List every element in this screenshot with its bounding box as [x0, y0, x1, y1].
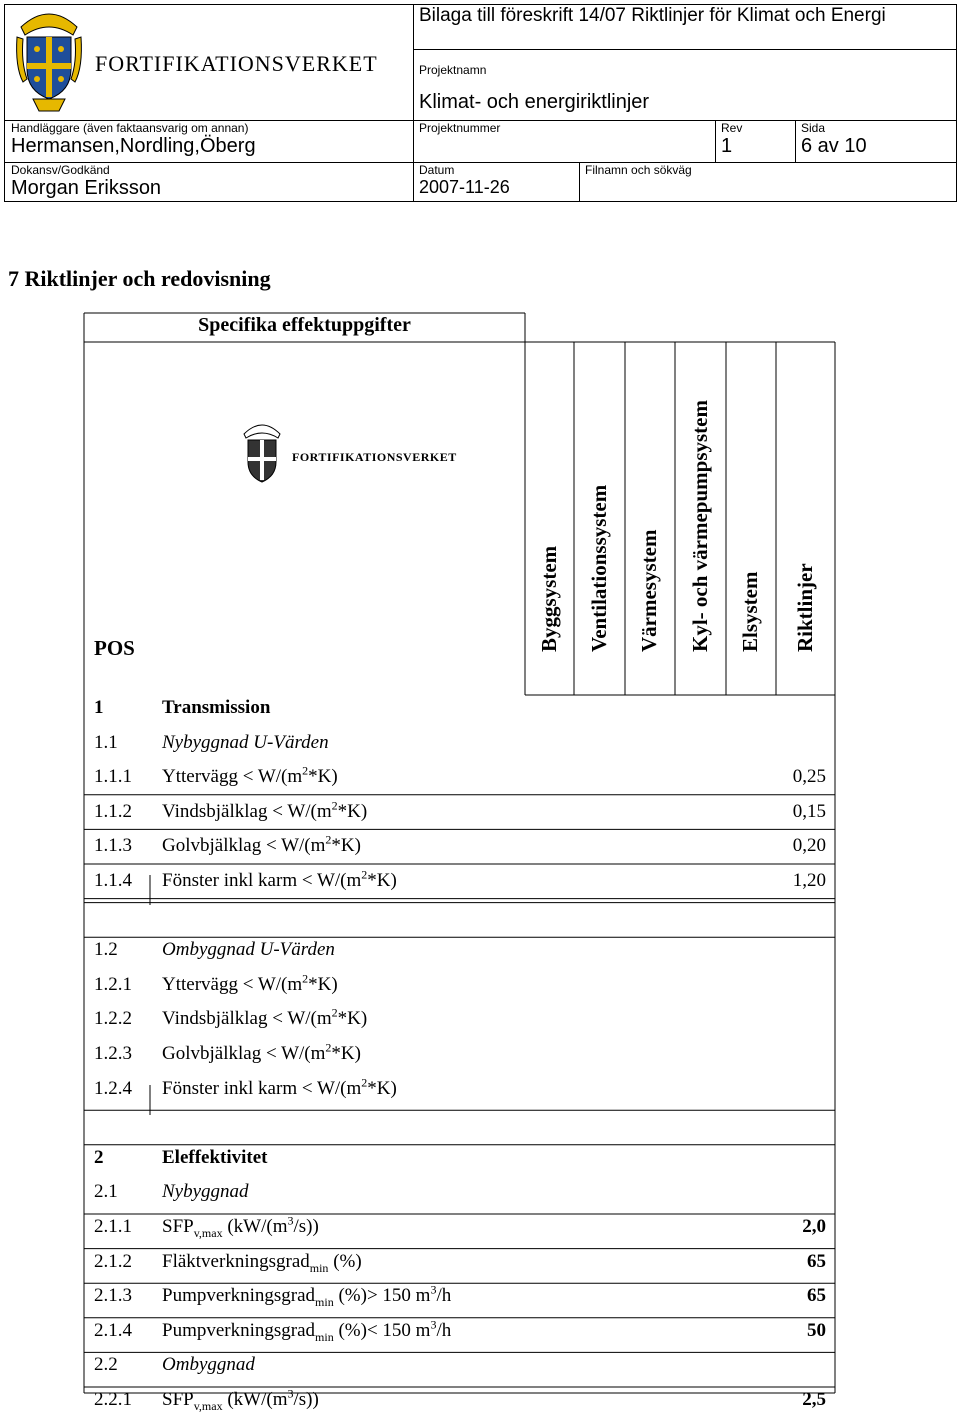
column-header: Byggsystem: [536, 545, 561, 652]
row-value: 0,20: [792, 835, 826, 857]
column-header: Elsystem: [738, 571, 762, 652]
row-pos: 1.1.3: [94, 835, 132, 857]
filnamn-label: Filnamn och sökväg: [585, 163, 692, 177]
row-pos: 1.1: [94, 731, 118, 753]
row-text: Transmission: [162, 697, 271, 718]
section-heading: 7 Riktlinjer och redovisning: [8, 266, 271, 291]
dokansv-label: Dokansv/Godkänd: [11, 163, 110, 177]
row-text: Fönster inkl karm < $W/(m^2*K)$: [162, 1075, 397, 1099]
row-pos: 2.1.2: [94, 1250, 132, 1272]
row-pos: 2.1.1: [94, 1216, 132, 1237]
row-pos: 1.2.3: [94, 1043, 132, 1064]
table-logo: [240, 420, 470, 490]
bilaga-title: Bilaga till föreskrift 14/07 Riktlinjer för Klimat och Energi: [419, 5, 886, 26]
row-value: 0,15: [792, 800, 826, 822]
handlaggare-label: Handläggare (även faktaansvarig om annan): [11, 121, 249, 135]
row-value: 2,5: [802, 1389, 826, 1410]
row-text: Nybyggnad: [162, 1181, 249, 1203]
row-pos: 1.2.1: [94, 973, 132, 995]
row-text: Vindsbjälklag < $W/(m^2*K)$: [162, 798, 368, 822]
handlaggare-value: Hermansen,Nordling,Öberg: [11, 135, 256, 157]
row-text: Ombyggnad: [162, 1354, 255, 1376]
row-text: Nybyggnad U-Värden: [162, 731, 329, 753]
row-pos: 1.2.2: [94, 1008, 132, 1030]
row-value: 0,25: [792, 766, 826, 788]
row-pos: 1.1.1: [94, 766, 132, 788]
row-pos: 1.1.2: [94, 800, 132, 822]
row-pos: 1.1.4: [94, 870, 132, 891]
column-header: Värmesystem: [637, 529, 661, 652]
row-pos: 2: [94, 1146, 104, 1168]
sida-value: 6 av 10: [801, 135, 867, 157]
row-value: 1,20: [792, 870, 826, 891]
row-pos: 2.1.3: [94, 1285, 132, 1307]
row-pos: 2.1.4: [94, 1319, 132, 1341]
emblem-icon: [240, 420, 284, 488]
row-text: Ombyggnad U-Värden: [162, 939, 335, 961]
row-text: Eleffektivitet: [162, 1146, 268, 1168]
row-text: $SFP_{v,max}$ $(kW/(m^3/s))$: [162, 1386, 319, 1413]
row-value: 50: [807, 1319, 826, 1341]
table-title: Specifika effektuppgifter: [198, 314, 411, 336]
row-text: Pumpverkningsgrad$_{min}$ (%)< 150 $m^3/h$: [162, 1317, 452, 1344]
row-text: Golvbjälklag < $W/(m^2*K)$: [162, 833, 361, 857]
row-pos: 1: [94, 697, 104, 718]
row-value: 65: [807, 1250, 826, 1272]
sida-label: Sida: [801, 121, 826, 135]
row-text: Yttervägg < $W/(m^2*K)$: [162, 763, 338, 788]
row-text: Vindsbjälklag < $W/(m^2*K)$: [162, 1006, 368, 1030]
row-pos: 1.2: [94, 939, 118, 961]
row-pos: 2.1: [94, 1181, 118, 1203]
row-text: Pumpverkningsgrad$_{min}$ (%)> 150 $m^3/h$: [162, 1282, 452, 1309]
row-text: Golvbjälklag < $W/(m^2*K)$: [162, 1040, 361, 1064]
row-text: Fönster inkl karm < $W/(m^2*K)$: [162, 867, 397, 891]
projektnamn-value: Klimat- och energiriktlinjer: [419, 91, 650, 113]
table-logo-text: FORTIFIKATIONSVERKET: [292, 450, 457, 464]
row-text: Yttervägg < $W/(m^2*K)$: [162, 971, 338, 995]
projektnummer-label: Projektnummer: [419, 121, 501, 135]
row-text: Fläktverkningsgrad$_{min}$ (%): [162, 1250, 362, 1275]
row-pos: 1.2.4: [94, 1077, 132, 1099]
row-text: $SFP_{v,max}$ $(kW/(m^3/s))$: [162, 1213, 319, 1240]
rev-value: 1: [721, 135, 733, 157]
org-name: FORTIFIKATIONSVERKET: [95, 51, 378, 76]
row-pos: 2.2: [94, 1354, 118, 1376]
dokansv-value: Morgan Eriksson: [11, 177, 162, 199]
datum-label: Datum: [419, 163, 455, 177]
rev-label: Rev: [721, 121, 743, 135]
datum-value: 2007-11-26: [419, 177, 510, 197]
column-header: Ventilationssystem: [586, 484, 611, 652]
row-value: 2,0: [802, 1216, 826, 1237]
column-header: Kyl- och värmepumpsystem: [687, 400, 712, 652]
projektnamn-label: Projektnamn: [419, 63, 487, 77]
pos-header: POS: [94, 636, 135, 660]
column-header: Riktlinjer: [792, 563, 817, 652]
row-value: 65: [807, 1285, 826, 1307]
row-pos: 2.2.1: [94, 1389, 132, 1410]
